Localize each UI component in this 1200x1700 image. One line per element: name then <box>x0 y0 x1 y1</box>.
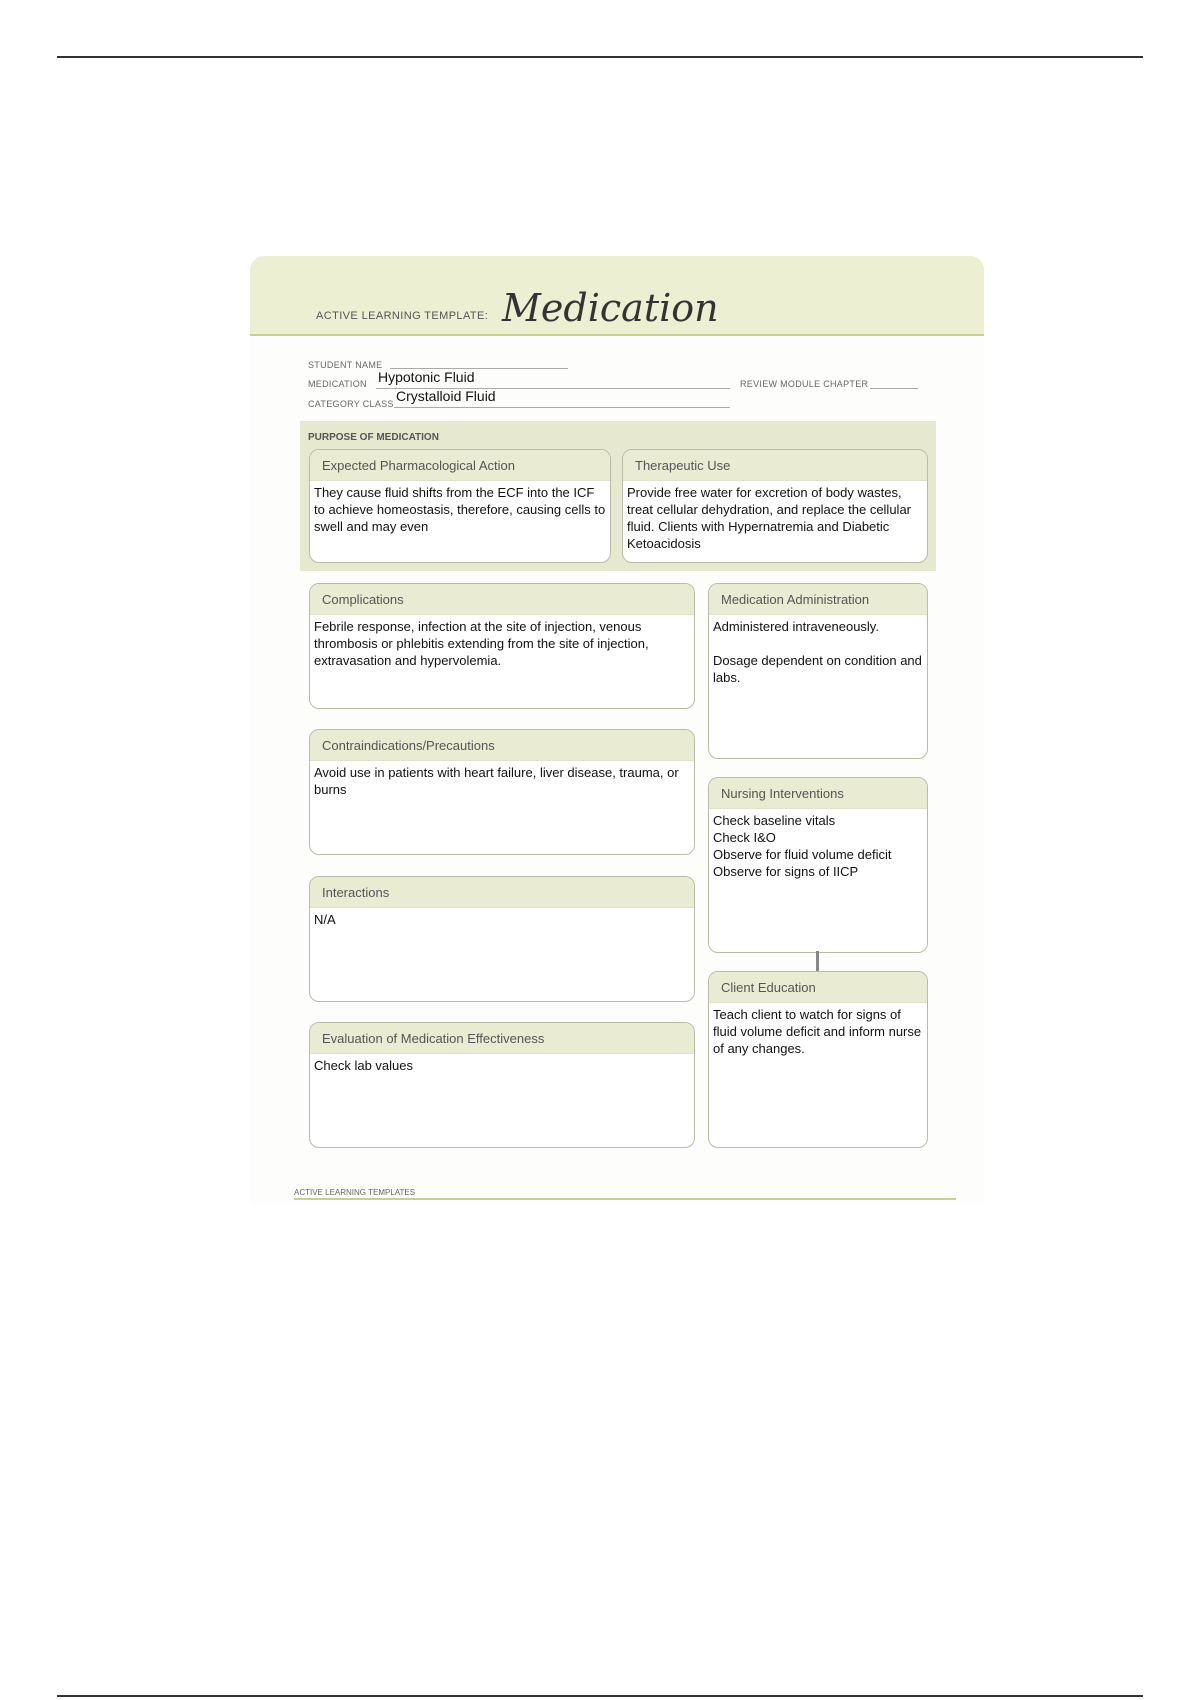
medication-field[interactable]: Hypotonic Fluid <box>378 369 475 385</box>
review-module-line <box>870 388 918 389</box>
pharm-action-box <box>309 449 611 563</box>
evaluation-box <box>309 1022 695 1148</box>
therapeutic-use-title: Therapeutic Use <box>623 450 927 481</box>
template-title: Medication <box>502 286 719 330</box>
administration-text[interactable]: Administered intraveneously. Dosage dependent on condition and labs. <box>713 619 922 685</box>
category-class-line <box>394 407 730 408</box>
contraindications-text[interactable]: Avoid use in patients with heart failure, liver disease, trauma, or burns <box>314 765 679 797</box>
administration-title: Medication Administration <box>709 584 927 615</box>
interactions-title: Interactions <box>310 877 694 908</box>
nursing-interventions-box <box>708 777 928 953</box>
contraindications-title: Contraindications/Precautions <box>310 730 694 761</box>
contraindications-box <box>309 729 695 855</box>
therapeutic-use-text[interactable]: Provide free water for excretion of body wastes, treat cellular dehydration, and replace the cellular fluid. Clients with Hypernatremia and Diabetic Ketoacidosis <box>627 485 912 551</box>
therapeutic-use-box <box>622 449 928 563</box>
nursing-interventions-title: Nursing Interventions <box>709 778 927 809</box>
category-class-field[interactable]: Crystalloid Fluid <box>396 388 496 404</box>
category-class-label: CATEGORY CLASS <box>308 399 394 409</box>
administration-box <box>708 583 928 759</box>
connector-line <box>816 951 819 971</box>
nursing-interventions-text[interactable]: Check baseline vitals Check I&O Observe for fluid volume deficit Observe for signs of IICP <box>713 813 892 879</box>
template-header <box>250 256 984 336</box>
bottom-rule <box>57 1695 1143 1697</box>
client-education-box <box>708 971 928 1148</box>
top-rule <box>57 56 1143 58</box>
purpose-title: PURPOSE OF MEDICATION <box>308 432 439 443</box>
pharm-action-text[interactable]: They cause fluid shifts from the ECF into the ICF to achieve homeostasis, therefore, causing cells to swell and may even <box>314 485 606 534</box>
footer-label: ACTIVE LEARNING TEMPLATES <box>294 1188 416 1197</box>
review-module-label: REVIEW MODULE CHAPTER <box>740 379 869 389</box>
template-label: ACTIVE LEARNING TEMPLATE: <box>316 310 489 322</box>
student-name-label: STUDENT NAME <box>308 360 383 370</box>
pharm-action-title: Expected Pharmacological Action <box>310 450 610 481</box>
client-education-title: Client Education <box>709 972 927 1003</box>
evaluation-title: Evaluation of Medication Effectiveness <box>310 1023 694 1054</box>
interactions-text[interactable]: N/A <box>314 912 336 927</box>
evaluation-text[interactable]: Check lab values <box>314 1058 413 1073</box>
client-education-text[interactable]: Teach client to watch for signs of fluid volume deficit and inform nurse of any changes. <box>713 1007 922 1056</box>
medication-template-sheet <box>250 256 984 1204</box>
footer-line <box>294 1198 956 1200</box>
complications-text[interactable]: Febrile response, infection at the site of injection, venous thrombosis or phlebitis extending from the site of injection, extravasation and hypervolemia. <box>314 619 649 668</box>
complications-title: Complications <box>310 584 694 615</box>
interactions-box <box>309 876 695 1002</box>
medication-label: MEDICATION <box>308 379 367 389</box>
complications-box <box>309 583 695 709</box>
